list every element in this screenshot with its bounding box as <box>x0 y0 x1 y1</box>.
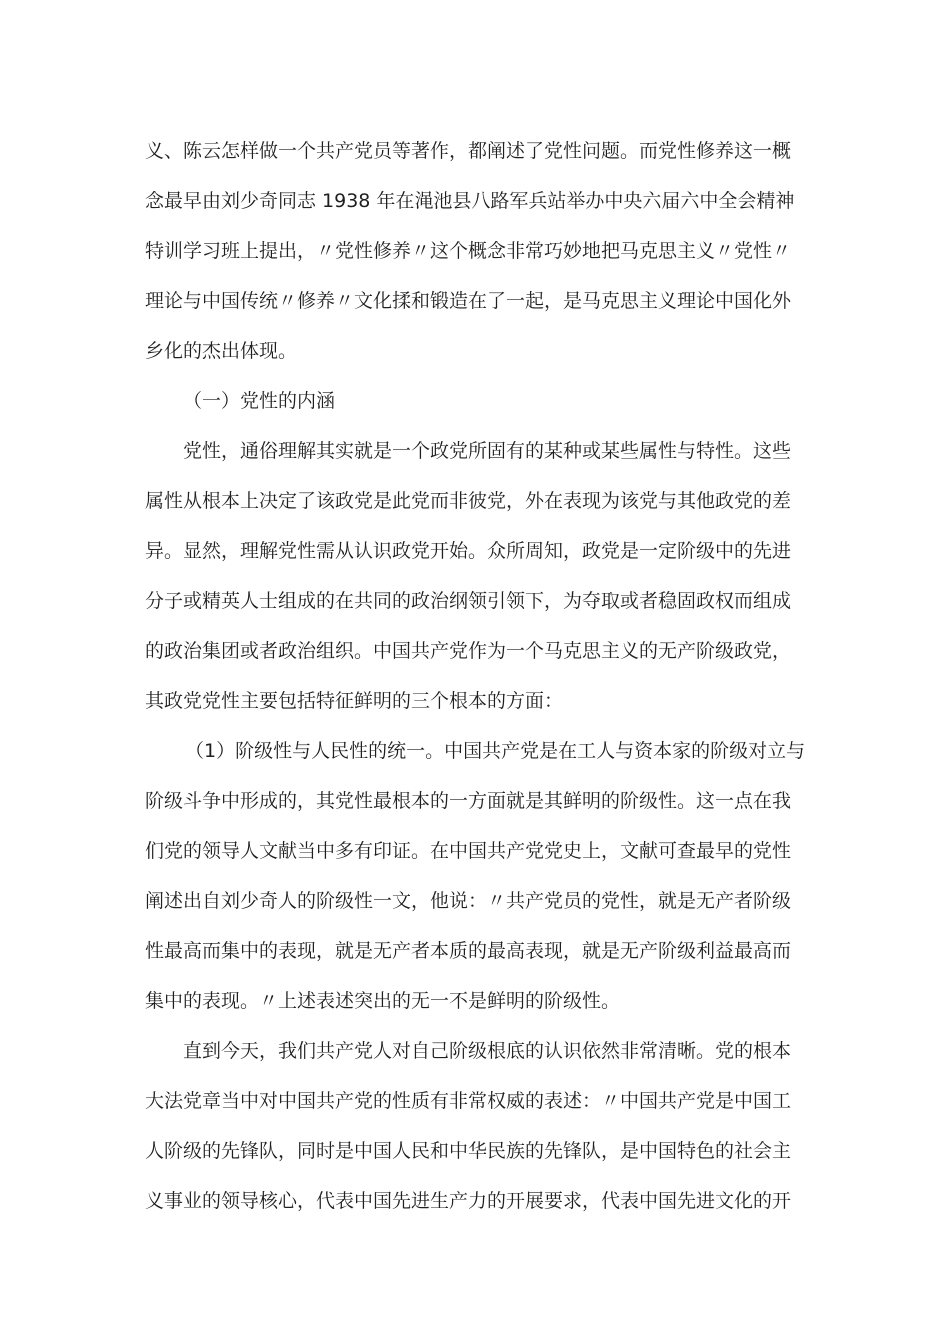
text-line: 人阶级的先锋队，同时是中国人民和中华民族的先锋队，是中国特色的社会主 <box>145 1140 792 1162</box>
text-line: 其政党党性主要包括特征鲜明的三个根本的方面： <box>145 690 564 712</box>
text-line: 念最早由刘少奇同志 1938 年在渑池县八路军兵站举办中央六届六中全会精神 <box>145 190 795 212</box>
text-line: 们党的领导人文献当中多有印证。在中国共产党党史上，文献可查最早的党性 <box>145 840 792 862</box>
text-line: 义、陈云怎样做一个共产党员等著作，都阐述了党性问题。而党性修养这一概 <box>145 140 792 162</box>
text-line: 分子或精英人士组成的在共同的政治纲领引领下，为夺取或者稳固政权而组成 <box>145 590 792 612</box>
text-line: 异。显然，理解党性需从认识政党开始。众所周知，政党是一定阶级中的先进 <box>145 540 792 562</box>
text-line: 党性，通俗理解其实就是一个政党所固有的某种或某些属性与特性。这些 <box>183 440 792 462</box>
section-heading: （一）党性的内涵 <box>183 390 336 412</box>
text-line: 直到今天，我们共产党人对自己阶级根底的认识依然非常清晰。党的根本 <box>183 1040 792 1062</box>
text-line: 的政治集团或者政治组织。中国共产党作为一个马克思主义的无产阶级政党， <box>145 640 792 662</box>
text-line: （1）阶级性与人民性的统一。中国共产党是在工人与资本家的阶级对立与 <box>185 740 806 762</box>
text-line: 集中的表现。〃上述表述突出的无一不是鲜明的阶级性。 <box>145 990 621 1012</box>
text-line: 理论与中国传统〃修养〃文化揉和锻造在了一起，是马克思主义理论中国化外 <box>145 290 792 312</box>
text-line: 义事业的领导核心，代表中国先进生产力的开展要求，代表中国先进文化的开 <box>145 1190 792 1212</box>
text-line: 特训学习班上提出，〃党性修养〃这个概念非常巧妙地把马克思主义〃党性〃 <box>145 240 792 262</box>
text-line: 性最高而集中的表现，就是无产者本质的最高表现，就是无产阶级利益最高而 <box>145 940 792 962</box>
text-line: 大法党章当中对中国共产党的性质有非常权威的表述：〃中国共产党是中国工 <box>145 1090 792 1112</box>
text-line: 乡化的杰出体现。 <box>145 340 298 362</box>
text-line: 属性从根本上决定了该政党是此党而非彼党，外在表现为该党与其他政党的差 <box>145 490 792 512</box>
text-line: 阶级斗争中形成的，其党性最根本的一方面就是其鲜明的阶级性。这一点在我 <box>145 790 792 812</box>
text-line: 阐述出自刘少奇人的阶级性一文，他说：〃共产党员的党性，就是无产者阶级 <box>145 890 792 912</box>
